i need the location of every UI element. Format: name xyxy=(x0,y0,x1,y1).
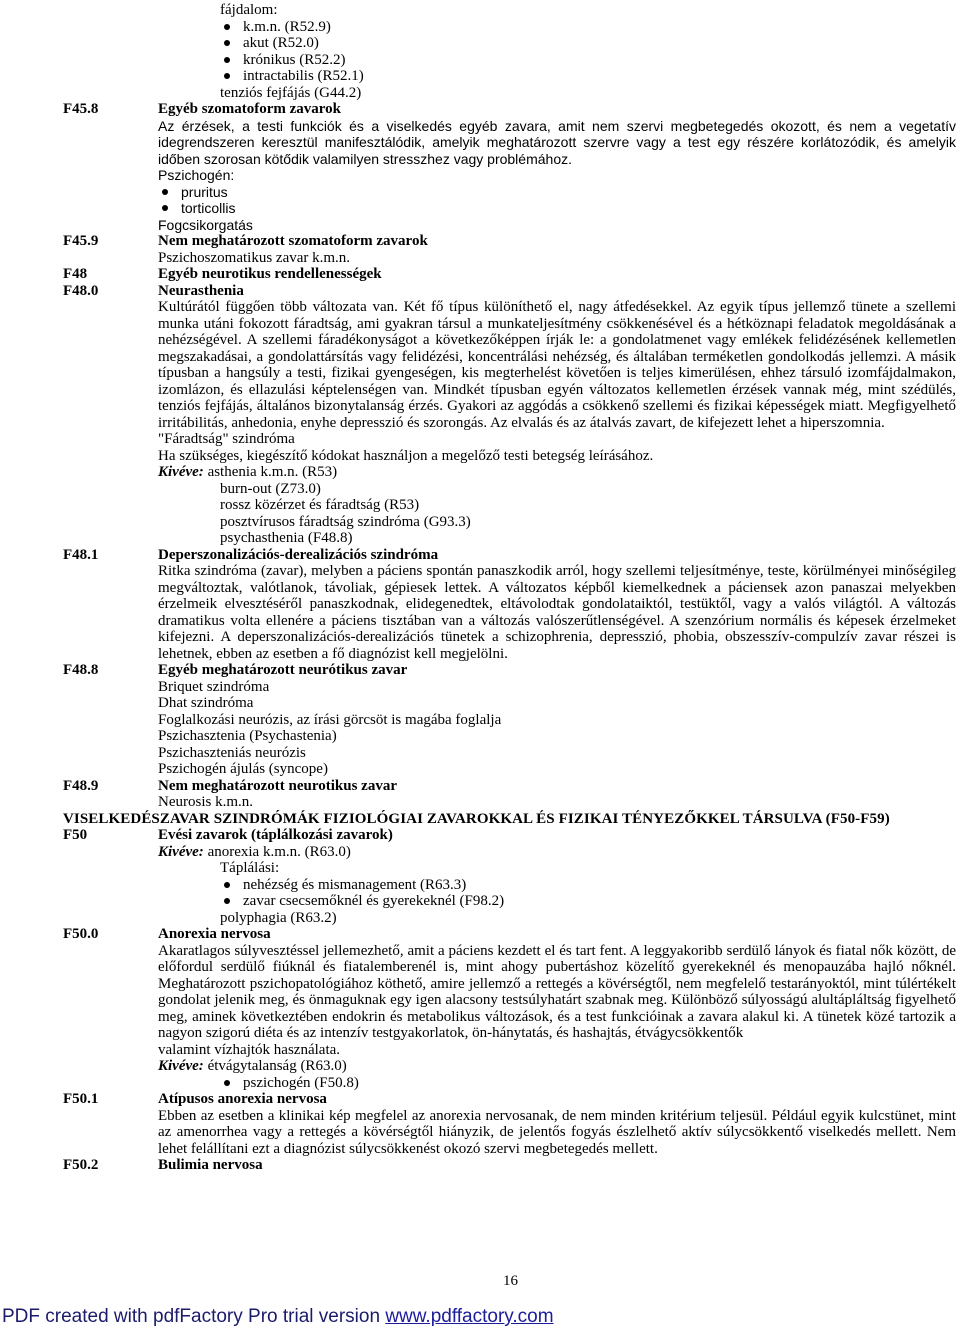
list-item: pszichogén (F50.8) xyxy=(220,1075,956,1092)
list-item: nehézség és mismanagement (R63.3) xyxy=(220,877,956,894)
list-item: Pszichasztenia (Psychastenia) xyxy=(158,728,337,744)
entry-code: F48.1 xyxy=(63,546,99,563)
exclusion-block xyxy=(158,1058,956,1075)
entry-f50-2 xyxy=(0,1157,960,1174)
list-item: Foglalkozási neurózis, az írási görcsöt is magába foglalja xyxy=(158,711,502,728)
list-item: zavar csecsemőknél és gyerekeknél (F98.2) xyxy=(220,893,956,910)
footer-text: PDF created with pdfFactory Pro trial version xyxy=(2,1306,381,1327)
entry-title: Egyéb neurotikus rendellenességek xyxy=(158,266,382,282)
entry-title: Deperszonalizációs-derealizációs szindróma xyxy=(158,546,439,563)
entry-code: F45.9 xyxy=(63,233,99,249)
entry-title: Atípusos anorexia nervosa xyxy=(158,1091,327,1107)
polyphagia-item: polyphagia (R63.2) xyxy=(220,909,337,926)
entry-f50-1 xyxy=(0,1091,960,1157)
pdf-footer xyxy=(2,1306,554,1327)
entry-title: Neurasthenia xyxy=(158,282,244,299)
entry-code: F50.1 xyxy=(63,1091,99,1107)
entry-description: Neurosis k.m.n. xyxy=(158,794,253,810)
taplalasi-list xyxy=(220,877,956,910)
exclusion-block xyxy=(158,844,956,861)
fajdalom-list xyxy=(220,19,956,85)
entry-code: F48.9 xyxy=(63,777,99,794)
entry-description: Ebben az esetben a klinikai kép megfelel az anorexia nervosanak, de nem minden kritérium teljesül. Például egyik kulcstünet, mint az amenorrhea vagy a rettegés a kövérségtől hiányzik, de jelentős fogyás észlelhető aktív súlycsökkentő viselkedés mellett. Nem lehet felállítani ezt a diagnózist súlycsökkenést okozó szervi megbetegedés mellett. xyxy=(158,1107,956,1157)
footer-link[interactable]: www.pdffactory.com xyxy=(385,1306,554,1327)
entry-f48-8 xyxy=(0,662,960,778)
list-item: Briquet szindróma xyxy=(158,678,270,695)
entry-code: F48.0 xyxy=(63,282,99,299)
entry-description: Akaratlagos súlyvesztéssel jellemezhető, amit a páciens kezdett el és tart fent. A leggyakoribb serdülő lányok és fiatal nők között, de előfordul serdülő fiúknál és fiatalemberenél is, mint ahogy pubertáshoz közelítő gyerekeknél és menopauzába hajló nőknél. Meghatározott pszichopatológiához köthető, amire jellemző a rettegés a kövérségtől, nem megfelelő testarányoktól, mint túlértékelt gondolat jelenik meg, és önmaguknak egy igen alacsony testsúlyhatárt szabnak meg. Különböző súlyosságú alultápláltság figyelhető meg, aminek következtében endokrin és metabolikus változások, és a test funkcióinak a zavara alakul ki. A tünetek közé tartozik a nagyon szigorú diéta és az intenzív testgyakorlatok, ön-hánytatás, és hashajtás, étvágycsökkentők xyxy=(158,942,956,1041)
entry-code: F48.8 xyxy=(63,662,99,678)
entry-code: F50.2 xyxy=(63,1157,99,1173)
tenzios-item: tenziós fejfájás (G44.2) xyxy=(220,84,362,101)
entry-f48-1 xyxy=(0,547,960,663)
exclusion-item: asthenia k.m.n. (R53) xyxy=(207,464,338,480)
pszichogen-label: Pszichogén: xyxy=(158,167,235,183)
entry-title: Egyéb szomatoform zavarok xyxy=(158,101,342,117)
entry-code: F50.0 xyxy=(63,926,99,942)
page-number: 16 xyxy=(503,1273,518,1289)
entry-f48-0 xyxy=(0,283,960,547)
pszichogen-list xyxy=(158,184,956,217)
entry-title: Bulimia nervosa xyxy=(158,1157,263,1173)
exclusion-label: Kivéve: xyxy=(158,1058,204,1074)
list-item: Pszichogén ájulás (syncope) xyxy=(158,761,328,777)
list-item: akut (R52.0) xyxy=(220,35,956,52)
entry-code: F48 xyxy=(63,266,88,282)
coding-note: Ha szükséges, kiegészítő kódokat használjon a megelőző testi betegség leírásához. xyxy=(158,447,654,464)
list-item: intractabilis (R52.1) xyxy=(220,68,956,85)
list-item: torticollis xyxy=(158,200,956,217)
list-item: k.m.n. (R52.9) xyxy=(220,19,956,36)
list-item: krónikus (R52.2) xyxy=(220,52,956,69)
entry-title: Evési zavarok (táplálkozási zavarok) xyxy=(158,827,393,843)
list-item: pruritus xyxy=(158,184,956,201)
entry-f50-0 xyxy=(0,926,960,1091)
exclusion-item: rossz közérzet és fáradtság (R53) xyxy=(220,497,420,513)
taplalasi-label: Táplálási: xyxy=(220,860,280,876)
exclusion-item: anorexia k.m.n. (R63.0) xyxy=(207,843,351,860)
fatigue-syndrome: "Fáradtság" szindróma xyxy=(158,431,295,447)
exclusion-label: Kivéve: xyxy=(158,843,204,860)
exclusion-item: burn-out (Z73.0) xyxy=(220,480,321,497)
entry-description: Pszichoszomatikus zavar k.m.n. xyxy=(158,249,351,266)
entry-title: Nem meghatározott neurotikus zavar xyxy=(158,777,397,794)
exclusion-label: Kivéve: xyxy=(158,464,204,480)
entry-f48 xyxy=(0,266,960,283)
top-fragment xyxy=(158,2,956,101)
exclusion-block xyxy=(158,464,956,481)
entry-description-end: valamint vízhajtók használata. xyxy=(158,1041,341,1058)
section-heading: VISELKEDÉSZAVAR SZINDRÓMÁK FIZIOLÓGIAI ZAVAROKKAL ÉS FIZIKAI TÉNYEZŐKKEL TÁRSULVA (F50-F59) xyxy=(63,810,890,827)
list-item: Dhat szindróma xyxy=(158,695,254,711)
entry-title: Nem meghatározott szomatoform zavarok xyxy=(158,233,428,249)
entry-description: Kultúrától függően több változata van. Két fő típus különíthető el, nagy átfedésekkel. Az egyik típus jellemző tünete a szellemi munka utáni fokozott fáradtság, ami gyakran társul a munkateljesítmény csökkenésével és a hétköznapi feladatok megoldásának a nehézségével. A szellemi fáradékonyságot a következőképpen írják le: a gondolatmenet vagy emlékek felidézésének kellemetlen megszakadásai, a gondolattársítás vagy felidézési, koncentrálási nehézség, és általában terméketlen gondolkodás jellemzi. A másik típusban a hangsúly a testi, fizikai gyengeségen, kis megterhelést követően is teljes kimerülésen, ehhez társuló izomfájdalmakon, izomlázon, és ellazulási képtelenségen van. Mindkét típusban egyén változatos kellemetlen érzések vannak még, mint szédülés, tenziós fejfájás, általános bizonytalanság érzés. Gyakori az aggódás a csökkenő szellemi és fizikai képességek miatt. Megfigyelhető irritábilitás, anhedonia, enyhe depresszió és szorongás. Az elvalás és az átalvás zavart, de kifejezett lehet a hiperszomnia. xyxy=(158,299,956,431)
entry-description: Ritka szindróma (zavar), melyben a páciens spontán panaszkodik arról, hogy szellemi teljesítménye, teste, körülményei minőségileg megváltoztak, valótlanok, távoliak, gépiesek lettek. A változatos képből kiemelkednek a páciensek azon panaszai melyekben érzelmeik elvesztéséről panaszkodnak, elidegenedtek, eltávolodtak gondolataiktól, testüktől, vagy a valós világtól. A változás dramatikus volta ellenére a páciens tisztában van a változás valószerűtlenségével. A szenzórium normális és képesek érzelmeket kifejezni. A deperszonalizációs-derealizációs tünetek a schizophrenia, depresszió, phobia, obszesszív-compulzív zavar részei is lehetnek, ebben az esetben a fő diagnózist kell megjelölni. xyxy=(158,563,956,662)
entry-description: Az érzések, a testi funkciók és a viselkedés egyéb zavara, amit nem szervi megbetegedés okozott, és nem a vegetatív idegrendszeren keresztül manifesztálódik, amelyik meghatározott szervre vagy a test egy részére korlátozódik, és amelyik időben szorosan kötődik valamilyen stresszhez vagy problémához. xyxy=(158,117,956,167)
entry-code: F45.8 xyxy=(63,101,99,117)
entry-title: Anorexia nervosa xyxy=(158,926,271,942)
entry-f48-9 xyxy=(0,778,960,811)
exclusion-item: psychasthenia (F48.8) xyxy=(220,530,353,546)
entry-f45-9 xyxy=(0,233,960,266)
entry-code: F50 xyxy=(63,827,88,843)
list-item: Pszichaszteniás neurózis xyxy=(158,744,306,761)
fogcsikorgatas-item: Fogcsikorgatás xyxy=(158,216,253,233)
exclusion-list xyxy=(220,1075,956,1092)
exclusion-item: posztvírusos fáradtság szindróma (G93.3) xyxy=(220,513,471,530)
entry-f45-8 xyxy=(0,101,960,233)
fajdalom-label: fájdalom: xyxy=(220,2,278,18)
entry-title: Egyéb meghatározott neurótikus zavar xyxy=(158,662,408,678)
entry-f50 xyxy=(0,827,960,926)
exclusion-item: étvágytalanság (R63.0) xyxy=(207,1058,347,1074)
